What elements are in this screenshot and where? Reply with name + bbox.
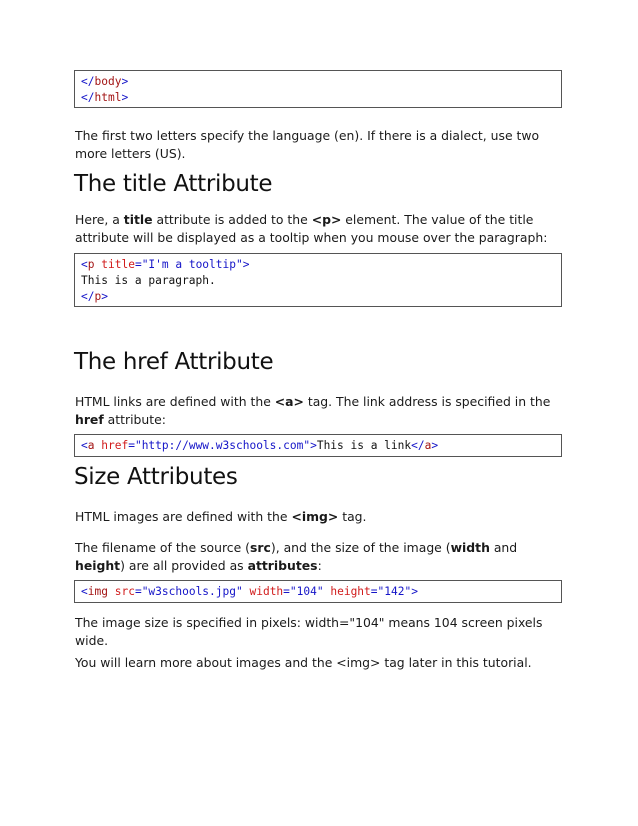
code-value-height: "142" bbox=[377, 585, 412, 598]
code-block-title-example: <p title="I'm a tooltip"> This is a paragraph. </p> bbox=[74, 253, 562, 307]
code-tag-a: a bbox=[87, 439, 95, 452]
heading-title-attribute: The title Attribute bbox=[74, 171, 273, 197]
text-fragment: ) are all provided as bbox=[120, 558, 248, 573]
text-fragment: Here, a bbox=[75, 212, 124, 227]
code-tag-a-close: a bbox=[424, 439, 432, 452]
paragraph-learn-more: You will learn more about images and the <img> tag later in this tutorial. bbox=[75, 655, 532, 670]
text-fragment: attribute is added to the bbox=[152, 212, 312, 227]
code-attr-title: title bbox=[101, 258, 135, 271]
bold-img-tag: <img> bbox=[291, 509, 339, 524]
heading-href-attribute: The href Attribute bbox=[74, 349, 274, 375]
text-fragment: tag. The link address is specified in the bbox=[303, 394, 551, 409]
code-tag-p-close: p bbox=[94, 290, 102, 303]
text-fragment: HTML images are defined with the bbox=[75, 509, 292, 524]
code-attr-href: href bbox=[101, 439, 129, 452]
text-fragment: : bbox=[317, 558, 322, 573]
code-attr-height: height bbox=[330, 585, 371, 598]
code-block-img-example: <img src="w3schools.jpg" width="104" height="142"> bbox=[74, 580, 562, 603]
text-fragment: ), and the size of the image ( bbox=[270, 540, 451, 555]
code-tag-img: img bbox=[87, 585, 108, 598]
code-attr-src: src bbox=[114, 585, 135, 598]
code-block-closing-tags: </body> </html> bbox=[74, 70, 562, 108]
text-fragment: element. The value of the title attribute will be displayed as a tooltip when you mouse over the paragraph: bbox=[75, 212, 548, 245]
paragraph-img-attributes bbox=[75, 539, 570, 575]
text-fragment: The filename of the source ( bbox=[75, 540, 251, 555]
code-attr-width: width bbox=[249, 585, 284, 598]
bold-src: src bbox=[250, 540, 271, 555]
code-value-tooltip: "I'm a tooltip" bbox=[141, 258, 243, 271]
bold-p-tag: <p> bbox=[311, 212, 342, 227]
text-fragment: HTML links are defined with the bbox=[75, 394, 275, 409]
code-tag-body: body bbox=[94, 75, 122, 88]
code-value-width: "104" bbox=[289, 585, 324, 598]
heading-size-attributes: Size Attributes bbox=[74, 464, 238, 490]
bold-a-tag: <a> bbox=[274, 394, 304, 409]
bold-width: width bbox=[450, 540, 490, 555]
bold-height: height bbox=[75, 558, 121, 573]
code-tag-p: p bbox=[87, 258, 95, 271]
paragraph-title-attribute bbox=[75, 211, 570, 247]
paragraph-href-attribute bbox=[75, 393, 570, 429]
bold-attributes: attributes bbox=[247, 558, 318, 573]
text-fragment: tag. bbox=[338, 509, 367, 524]
code-text-paragraph: This is a paragraph. bbox=[81, 274, 216, 287]
paragraph-image-size: The image size is specified in pixels: width="104" means 104 screen pixels wide. bbox=[75, 615, 543, 648]
code-value-url: "http://www.w3schools.com" bbox=[134, 439, 311, 452]
code-block-link-example: <a href="http://www.w3schools.com">This is a link</a> bbox=[74, 434, 562, 457]
code-text-link: This is a link bbox=[316, 439, 412, 452]
paragraph-language: The first two letters specify the language (en). If there is a dialect, use two more letters (US). bbox=[75, 128, 540, 161]
bold-title: title bbox=[123, 212, 153, 227]
text-fragment: attribute: bbox=[103, 412, 166, 427]
code-value-src: "w3schools.jpg" bbox=[141, 585, 243, 598]
code-tag-html: html bbox=[94, 91, 122, 104]
bold-href: href bbox=[75, 412, 104, 427]
paragraph-img-tag bbox=[75, 508, 570, 526]
text-fragment: and bbox=[489, 540, 518, 555]
